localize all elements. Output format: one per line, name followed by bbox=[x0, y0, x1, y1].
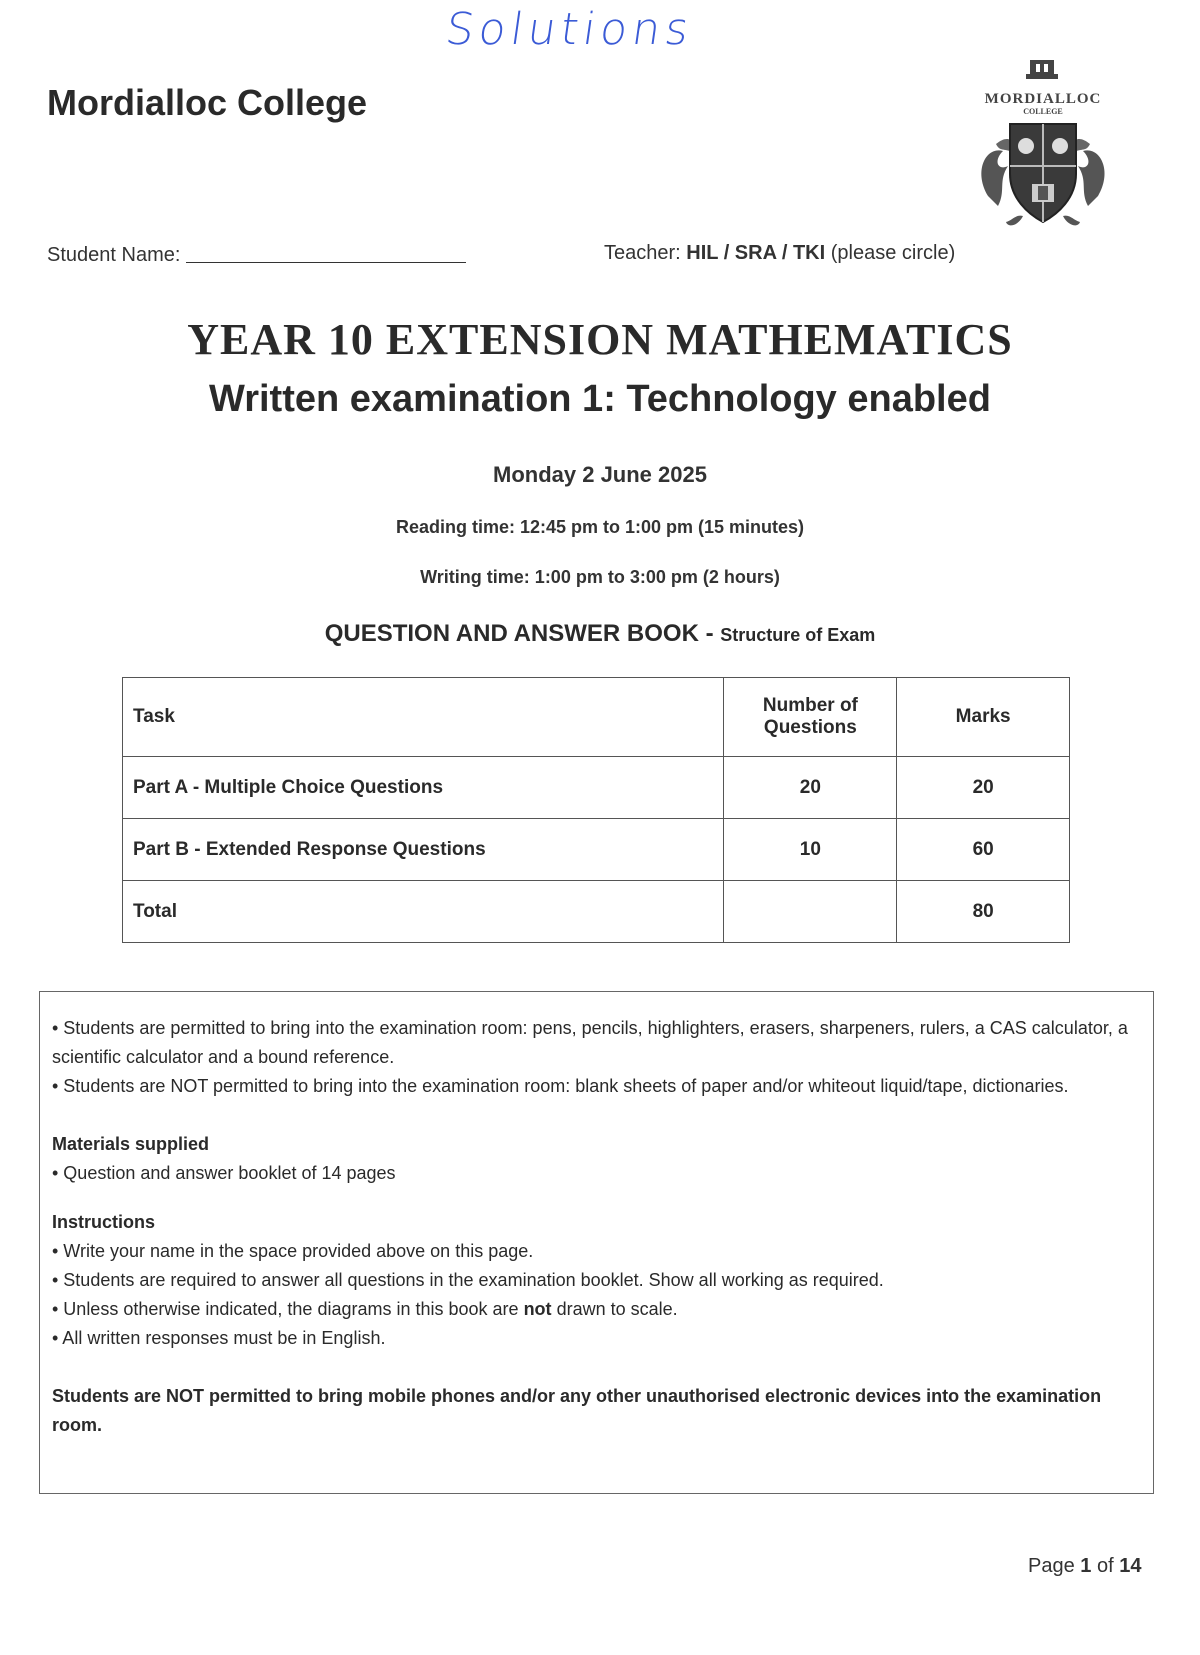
cell-questions: 20 bbox=[724, 757, 897, 819]
cell-task: Total bbox=[123, 881, 724, 943]
cell-task: Part B - Extended Response Questions bbox=[123, 819, 724, 881]
table-row bbox=[123, 819, 1070, 881]
permitted-items: • Students are permitted to bring into the examination room: pens, pencils, highlighters, erasers, sharpeners, rulers, a CAS calculator, a scientific calculator and a bound reference. bbox=[52, 1018, 1128, 1067]
school-name: Mordialloc College bbox=[47, 82, 368, 123]
device-warning: Students are NOT permitted to bring mobile phones and/or any other unauthorised electronic devices into the examination room. bbox=[52, 1386, 1102, 1435]
instruction-item: • Students are required to answer all questions in the examination booklet. Show all working as required. bbox=[52, 1270, 884, 1290]
svg-text:MORDIALLOC: MORDIALLOC bbox=[984, 91, 1102, 107]
table-row-total bbox=[123, 881, 1070, 943]
cell-marks: 80 bbox=[897, 881, 1070, 943]
header-number-of-questions: Number of Questions bbox=[724, 678, 897, 757]
reading-time: Reading time: 12:45 pm to 1:00 pm (15 minutes) bbox=[395, 517, 805, 537]
emphasis-not: not bbox=[523, 1299, 552, 1319]
materials-heading: Materials supplied bbox=[52, 1134, 210, 1154]
exam-date: Monday 2 June 2025 bbox=[493, 462, 707, 487]
writing-time: Writing time: 1:00 pm to 3:00 pm (2 hours) bbox=[420, 567, 780, 587]
crest-icon bbox=[968, 56, 1118, 231]
teacher-selection bbox=[604, 242, 955, 265]
exam-title: YEAR 10 EXTENSION MATHEMATICS bbox=[187, 315, 1013, 364]
exam-structure-table bbox=[122, 677, 1070, 943]
cell-marks: 60 bbox=[897, 819, 1070, 881]
instruction-item: • Unless otherwise indicated, the diagrams in this book are not drawn to scale. bbox=[52, 1299, 678, 1319]
exam-subtitle: Written examination 1: Technology enabled bbox=[209, 378, 991, 420]
instruction-item: • Write your name in the space provided above on this page. bbox=[52, 1241, 534, 1261]
student-name-field bbox=[47, 242, 466, 267]
college-crest-logo bbox=[968, 56, 1118, 231]
teacher-note: (please circle) bbox=[830, 242, 956, 264]
not-permitted-items: • Students are NOT permitted to bring into the examination room: blank sheets of paper and/or whiteout liquid/tape, dictionaries. bbox=[52, 1076, 1069, 1096]
svg-text:COLLEGE: COLLEGE bbox=[1023, 107, 1063, 116]
materials-item: • Question and answer booklet of 14 pages bbox=[52, 1163, 396, 1183]
page-current: 1 bbox=[1080, 1555, 1092, 1577]
book-title-sub: Structure of Exam bbox=[720, 625, 876, 645]
instructions-heading: Instructions bbox=[52, 1212, 156, 1232]
table-row bbox=[123, 757, 1070, 819]
page-total: 14 bbox=[1119, 1555, 1142, 1577]
cell-task: Part A - Multiple Choice Questions bbox=[123, 757, 724, 819]
solutions-annotation: Solutions bbox=[442, 4, 697, 55]
page-number: Page 1 of 14 bbox=[1028, 1555, 1142, 1577]
table-header-row bbox=[123, 678, 1070, 757]
cell-questions: 10 bbox=[724, 819, 897, 881]
exam-rules-box bbox=[39, 991, 1154, 1494]
cell-marks: 20 bbox=[897, 757, 1070, 819]
book-title: QUESTION AND ANSWER BOOK - Structure of Exam bbox=[324, 620, 876, 647]
cell-questions bbox=[724, 881, 897, 943]
header-marks: Marks bbox=[897, 678, 1070, 757]
teacher-options: HIL / SRA / TKI bbox=[686, 242, 826, 264]
student-name-label: Student Name: bbox=[47, 244, 181, 266]
teacher-label: Teacher: bbox=[604, 242, 681, 264]
header-task: Task bbox=[123, 678, 724, 757]
book-title-main: QUESTION AND ANSWER BOOK bbox=[324, 620, 699, 647]
instruction-item: • All written responses must be in English. bbox=[52, 1328, 386, 1348]
student-name-blank-line bbox=[186, 242, 466, 263]
